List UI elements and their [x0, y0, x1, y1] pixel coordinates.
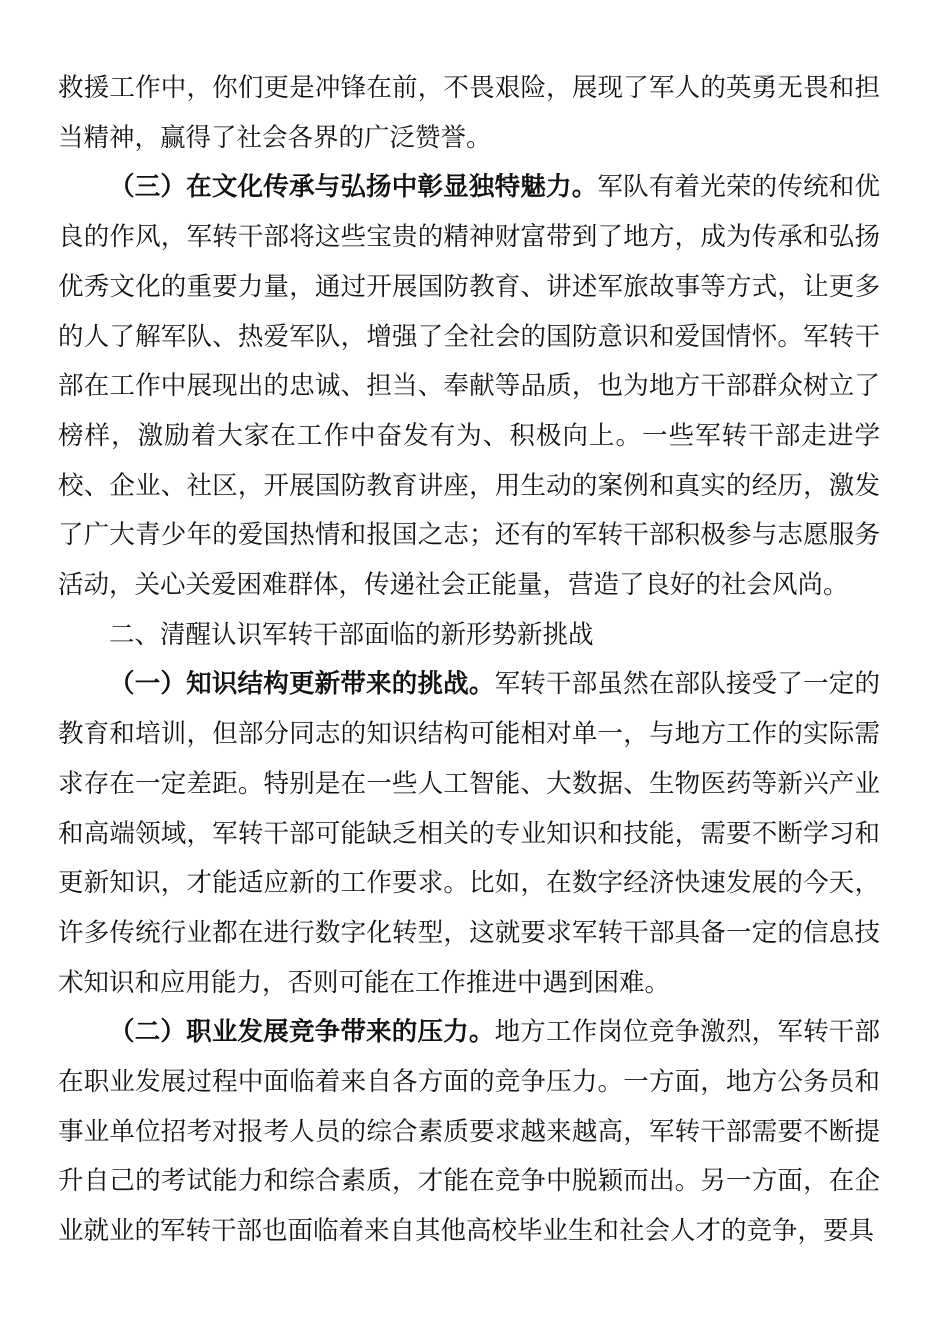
paragraph-culture — [58, 163, 880, 610]
paragraph-text: 军队有着光荣的传统和优良的作风，军转干部将这些宝贵的精神财富带到了地方，成为传承和弘扬优秀文化的重要力量，通过开展国防教育、讲述军旅故事等方式，让更多的人了解军队、热爱军队，增强了全社会的国防意识和爱国情怀。军转干部在工作中展现出的忠诚、担当、奉献等品质，也为地方干部群众树立了榜样，激励着大家在工作中奋发有为、积极向上。一些军转干部走进学校、企业、社区，开展国防教育讲座，用生动的案例和真实的经历，激发了广大青少年的爱国热情和报国之志；还有的军转干部积极参与志愿服务活动，关心关爱困难群体，传递社会正能量，营造了良好的社会风尚。 — [58, 172, 880, 601]
paragraph-text: 地方工作岗位竞争激烈，军转干部在职业发展过程中面临着来自各方面的竞争压力。一方面，地方公务员和事业单位招考对报考人员的综合素质要求越来越高，军转干部需要不断提升自己的考试能力和综合素质，才能在竞争中脱颖而出。另一方面，在企业就业的军转干部也面临着来自其他高校毕业生和社会人才的竞争，要具 — [58, 1017, 880, 1247]
paragraph-career — [58, 1008, 880, 1257]
document-body — [58, 64, 880, 1257]
paragraph-text: 救援工作中，你们更是冲锋在前，不畏艰险，展现了军人的英勇无畏和担当精神，赢得了社会各界的广泛赞誉。 — [58, 73, 880, 153]
subheading-career: （二）职业发展竞争带来的压力。 — [109, 1017, 495, 1048]
section-title — [58, 611, 880, 661]
subheading-culture: （三）在文化传承与弘扬中彰显独特魅力。 — [109, 172, 598, 203]
subheading-knowledge: （一）知识结构更新带来的挑战。 — [109, 669, 495, 700]
paragraph-knowledge — [58, 660, 880, 1008]
paragraph-continuation — [58, 64, 880, 163]
paragraph-text: 军转干部虽然在部队接受了一定的教育和培训，但部分同志的知识结构可能相对单一，与地方工作的实际需求存在一定差距。特别是在一些人工智能、大数据、生物医药等新兴产业和高端领域，军转干部可能缺乏相关的专业知识和技能，需要不断学习和更新知识，才能适应新的工作要求。比如，在数字经济快速发展的今天，许多传统行业都在进行数字化转型，这就要求军转干部具备一定的信息技术知识和应用能力，否则可能在工作推进中遇到困难。 — [58, 669, 880, 998]
section-title-text: 二、清醒认识军转干部面临的新形势新挑战 — [109, 619, 594, 650]
